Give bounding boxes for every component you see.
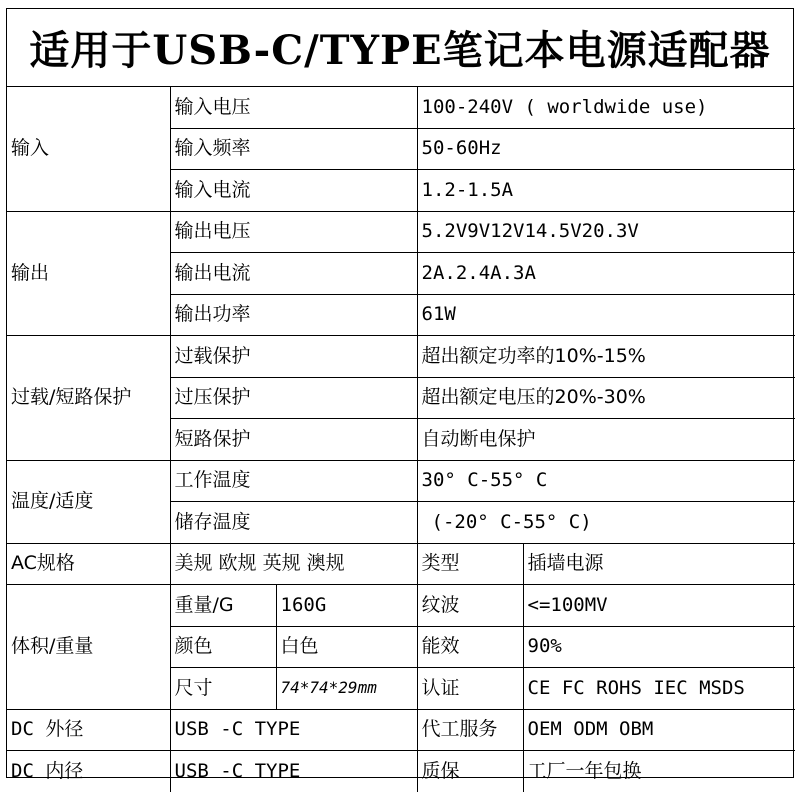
page-title: 适用于USB-C/TYPE笔记本电源适配器 xyxy=(7,9,793,87)
spec-label: 代工服务 xyxy=(417,709,523,751)
spec-value: 插墙电源 xyxy=(523,543,795,585)
spec-label: 颜色 xyxy=(170,626,276,668)
spec-sheet xyxy=(6,8,794,782)
spec-label: 质保 xyxy=(417,751,523,792)
spec-label: 类型 xyxy=(417,543,523,585)
section-label-protection: 过载/短路保护 xyxy=(7,336,170,461)
spec-value: 美规 欧规 英规 澳规 xyxy=(170,543,417,585)
table-row xyxy=(7,211,795,253)
spec-value: 2A.2.4A.3A xyxy=(417,253,795,295)
spec-label: 输出电压 xyxy=(170,211,417,253)
spec-label: 储存温度 xyxy=(170,502,417,544)
table-row xyxy=(7,543,795,585)
spec-value: <=100MV xyxy=(523,585,795,627)
spec-label: 输入电压 xyxy=(170,87,417,128)
section-label-input: 输入 xyxy=(7,87,170,211)
spec-value: 自动断电保护 xyxy=(417,419,795,461)
table-row xyxy=(7,460,795,502)
spec-value: 100-240V ( worldwide use) xyxy=(417,87,795,128)
spec-value: 白色 xyxy=(276,626,417,668)
table-row xyxy=(7,709,795,751)
table-row xyxy=(7,585,795,627)
spec-value: 90% xyxy=(523,626,795,668)
spec-value: 50-60Hz xyxy=(417,128,795,170)
section-label-ac: AC规格 xyxy=(7,543,170,585)
spec-value: 74*74*29mm xyxy=(276,668,417,710)
spec-value: USB -C TYPE xyxy=(170,751,417,792)
spec-value: 61W xyxy=(417,294,795,336)
spec-value: 超出额定功率的10%-15% xyxy=(417,336,795,378)
spec-label: 输出电流 xyxy=(170,253,417,295)
spec-label: 工作温度 xyxy=(170,460,417,502)
spec-label: 重量/G xyxy=(170,585,276,627)
spec-value: 1.2-1.5A xyxy=(417,170,795,212)
spec-value: 5.2V9V12V14.5V20.3V xyxy=(417,211,795,253)
spec-label: 过压保护 xyxy=(170,377,417,419)
spec-label: 纹波 xyxy=(417,585,523,627)
spec-label: 短路保护 xyxy=(170,419,417,461)
table-row xyxy=(7,87,795,128)
section-label-temperature: 温度/适度 xyxy=(7,460,170,543)
spec-value: OEM ODM OBM xyxy=(523,709,795,751)
spec-value: 工厂一年包换 xyxy=(523,751,795,792)
spec-label: 尺寸 xyxy=(170,668,276,710)
spec-label: 过载保护 xyxy=(170,336,417,378)
spec-label: 认证 xyxy=(417,668,523,710)
section-label-dc-outer: DC 外径 xyxy=(7,709,170,751)
spec-value: CE FC ROHS IEC MSDS xyxy=(523,668,795,710)
spec-value: 160G xyxy=(276,585,417,627)
table-row xyxy=(7,751,795,792)
spec-value: USB -C TYPE xyxy=(170,709,417,751)
spec-label: 输入频率 xyxy=(170,128,417,170)
section-label-body: 体积/重量 xyxy=(7,585,170,710)
spec-label: 输出功率 xyxy=(170,294,417,336)
spec-value: 超出额定电压的20%-30% xyxy=(417,377,795,419)
section-label-output: 输出 xyxy=(7,211,170,336)
spec-value: 30° C-55° C xyxy=(417,460,795,502)
table-row xyxy=(7,336,795,378)
spec-value: (-20° C-55° C) xyxy=(417,502,795,544)
spec-label: 输入电流 xyxy=(170,170,417,212)
section-label-dc-inner: DC 内径 xyxy=(7,751,170,792)
spec-table xyxy=(7,87,795,792)
spec-label: 能效 xyxy=(417,626,523,668)
